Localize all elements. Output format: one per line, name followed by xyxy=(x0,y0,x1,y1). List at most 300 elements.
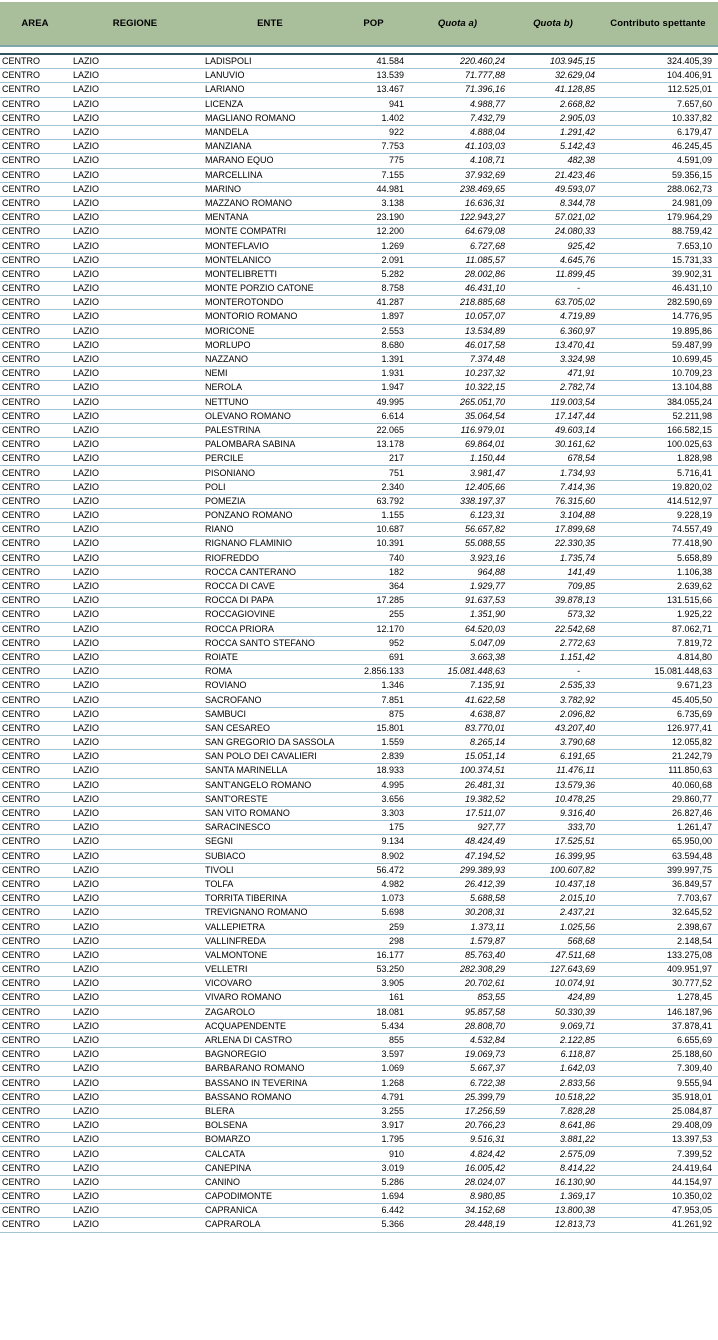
cell-quota-a: 5.667,37 xyxy=(469,1063,505,1074)
cell-pop: 941 xyxy=(388,98,404,109)
cell-quota-a: 122.943,27 xyxy=(459,212,505,223)
table-row xyxy=(0,509,718,523)
cell-contributo-spettante: 1.261,47 xyxy=(676,822,712,833)
cell-pop: 4.791 xyxy=(381,1091,404,1102)
cell-ente: CANINO xyxy=(205,1176,241,1187)
cell-contributo-spettante: 29.408,09 xyxy=(671,1120,712,1131)
cell-ente: MONTEFLAVIO xyxy=(205,240,269,251)
cell-quota-b: 3.324,98 xyxy=(559,354,595,365)
cell-quota-a: 37.932,69 xyxy=(464,169,505,180)
cell-pop: 13.467 xyxy=(376,84,404,95)
cell-pop: 1.559 xyxy=(381,737,404,748)
cell-ente: MONTE PORZIO CATONE xyxy=(205,283,314,294)
cell-regione: LAZIO xyxy=(73,609,100,620)
column-header-regione: REGIONE xyxy=(112,18,158,29)
cell-contributo-spettante: 21.242,79 xyxy=(671,751,712,762)
cell-contributo-spettante: 44.154,97 xyxy=(671,1176,712,1187)
cell-pop: 875 xyxy=(388,708,404,719)
cell-regione: LAZIO xyxy=(73,666,100,677)
cell-quota-a: 218.885,68 xyxy=(459,297,505,308)
cell-ente: VALLEPIETRA xyxy=(205,921,265,932)
cell-ente: MARANO EQUO xyxy=(205,155,274,166)
cell-quota-a: 85.763,40 xyxy=(464,949,505,960)
cell-quota-b: 12.813,73 xyxy=(554,1219,595,1230)
cell-pop: 1.947 xyxy=(381,382,404,393)
cell-regione: LAZIO xyxy=(73,112,100,123)
cell-pop: 7.851 xyxy=(381,694,404,705)
cell-ente: BASSANO IN TEVERINA xyxy=(205,1077,308,1088)
cell-ente: CAPRANICA xyxy=(205,1205,258,1216)
cell-quota-b: 24.080,33 xyxy=(554,226,595,237)
cell-quota-a: 4.988,77 xyxy=(469,98,505,109)
cell-area: CENTRO xyxy=(2,524,40,535)
cell-quota-a: 26.481,31 xyxy=(464,779,505,790)
cell-quota-a: 964,88 xyxy=(477,566,505,577)
cell-ente: ROCCA DI PAPA xyxy=(205,595,274,606)
cell-pop: 2.839 xyxy=(381,751,404,762)
cell-ente: MARINO xyxy=(205,183,241,194)
cell-quota-a: 30.208,31 xyxy=(464,907,505,918)
cell-contributo-spettante: 7.309,40 xyxy=(676,1063,712,1074)
cell-quota-b: 8.414,22 xyxy=(559,1162,595,1173)
cell-quota-a: 265.051,70 xyxy=(459,396,505,407)
cell-quota-b: 11.899,45 xyxy=(555,268,595,279)
cell-quota-b: 13.579,36 xyxy=(554,779,595,790)
table-row xyxy=(0,850,718,864)
cell-quota-a: 1.929,77 xyxy=(469,581,505,592)
cell-area: CENTRO xyxy=(2,56,40,67)
cell-area: CENTRO xyxy=(2,169,40,180)
cell-ente: VICOVARO xyxy=(205,978,252,989)
cell-pop: 3.917 xyxy=(381,1120,404,1131)
cell-area: CENTRO xyxy=(2,864,40,875)
cell-quota-b: 2.668,82 xyxy=(559,98,595,109)
table-row xyxy=(0,736,718,750)
cell-pop: 4.995 xyxy=(381,779,404,790)
column-header-area: AREA xyxy=(21,18,49,29)
table-row xyxy=(0,552,718,566)
cell-quota-a: 28.808,70 xyxy=(464,1020,505,1031)
cell-regione: LAZIO xyxy=(73,637,100,648)
cell-regione: LAZIO xyxy=(73,1205,100,1216)
cell-regione: LAZIO xyxy=(73,737,100,748)
cell-regione: LAZIO xyxy=(73,1035,100,1046)
cell-contributo-spettante: 36.849,57 xyxy=(671,878,712,889)
table-row xyxy=(0,935,718,949)
cell-regione: LAZIO xyxy=(73,56,100,67)
cell-quota-b: 2.833,56 xyxy=(559,1077,595,1088)
cell-ente: SARACINESCO xyxy=(205,822,271,833)
cell-area: CENTRO xyxy=(2,354,40,365)
table-row xyxy=(0,1176,718,1190)
cell-area: CENTRO xyxy=(2,964,40,975)
cell-regione: LAZIO xyxy=(73,311,100,322)
table-row xyxy=(0,438,718,452)
cell-ente: BOMARZO xyxy=(205,1134,251,1145)
cell-regione: LAZIO xyxy=(73,283,100,294)
cell-regione: LAZIO xyxy=(73,1063,100,1074)
cell-contributo-spettante: 9.671,23 xyxy=(676,680,712,691)
cell-contributo-spettante: 87.062,71 xyxy=(671,623,712,634)
cell-pop: 3.138 xyxy=(381,197,404,208)
cell-contributo-spettante: 7.399,52 xyxy=(676,1148,712,1159)
cell-pop: 12.170 xyxy=(376,623,404,634)
cell-contributo-spettante: 282.590,69 xyxy=(666,297,712,308)
cell-quota-b: 2.096,82 xyxy=(559,708,595,719)
cell-ente: ROCCA PRIORA xyxy=(205,623,275,634)
cell-ente: SEGNI xyxy=(205,836,234,847)
cell-contributo-spettante: 10.699,45 xyxy=(671,354,712,365)
cell-contributo-spettante: 13.397,53 xyxy=(671,1134,712,1145)
cell-quota-b: 17.147,44 xyxy=(554,410,595,421)
cell-quota-b: 10.437,18 xyxy=(554,878,595,889)
cell-area: CENTRO xyxy=(2,949,40,960)
cell-contributo-spettante: 1.278,45 xyxy=(676,992,712,1003)
cell-area: CENTRO xyxy=(2,1176,40,1187)
cell-pop: 53.250 xyxy=(376,964,404,975)
cell-pop: 3.019 xyxy=(381,1162,404,1173)
cell-pop: 751 xyxy=(388,467,404,478)
cell-pop: 10.687 xyxy=(376,524,404,535)
cell-ente: CAPRAROLA xyxy=(205,1219,261,1230)
cell-ente: ROMA xyxy=(205,666,232,677)
cell-quota-b: 57.021,02 xyxy=(554,212,595,223)
cell-ente: POMEZIA xyxy=(205,495,246,506)
cell-area: CENTRO xyxy=(2,921,40,932)
cell-quota-a: 220.460,24 xyxy=(459,56,505,67)
table-row xyxy=(0,523,718,537)
cell-quota-a: 4.532,84 xyxy=(469,1035,505,1046)
cell-quota-a: 10.237,32 xyxy=(464,368,505,379)
cell-area: CENTRO xyxy=(2,737,40,748)
cell-quota-b: 50.330,39 xyxy=(554,1006,595,1017)
cell-contributo-spettante: 46.245,45 xyxy=(671,141,712,152)
cell-regione: LAZIO xyxy=(73,524,100,535)
table-row xyxy=(0,1204,718,1218)
cell-ente: CANEPINA xyxy=(205,1162,252,1173)
table-row xyxy=(0,367,718,381)
cell-contributo-spettante: 288.062,73 xyxy=(666,183,712,194)
cell-ente: CAPODIMONTE xyxy=(205,1191,273,1202)
cell-area: CENTRO xyxy=(2,382,40,393)
cell-area: CENTRO xyxy=(2,127,40,138)
cell-quota-a: 64.520,03 xyxy=(464,623,505,634)
cell-regione: LAZIO xyxy=(73,836,100,847)
cell-contributo-spettante: 32.645,52 xyxy=(671,907,712,918)
cell-quota-b: 2.122,85 xyxy=(559,1035,595,1046)
cell-regione: LAZIO xyxy=(73,694,100,705)
cell-ente: ROCCA CANTERANO xyxy=(205,566,297,577)
cell-pop: 1.346 xyxy=(381,680,404,691)
table-row xyxy=(0,920,718,934)
cell-regione: LAZIO xyxy=(73,495,100,506)
cell-pop: 1.391 xyxy=(381,354,404,365)
cell-ente: SACROFANO xyxy=(205,694,262,705)
cell-area: CENTRO xyxy=(2,70,40,81)
table-row xyxy=(0,410,718,424)
cell-area: CENTRO xyxy=(2,1191,40,1202)
cell-ente: ACQUAPENDENTE xyxy=(205,1020,287,1031)
cell-quota-a: 64.679,08 xyxy=(464,226,505,237)
cell-regione: LAZIO xyxy=(73,850,100,861)
table-row xyxy=(0,55,718,69)
cell-pop: 13.178 xyxy=(376,439,404,450)
cell-contributo-spettante: 4.814,80 xyxy=(676,651,712,662)
cell-regione: LAZIO xyxy=(73,212,100,223)
cell-contributo-spettante: 2.639,62 xyxy=(676,581,712,592)
table-row xyxy=(0,750,718,764)
cell-quota-a: 5.688,58 xyxy=(469,893,505,904)
cell-quota-b: 2.437,21 xyxy=(559,907,595,918)
cell-pop: 175 xyxy=(388,822,404,833)
cell-area: CENTRO xyxy=(2,566,40,577)
cell-quota-b: 482,38 xyxy=(567,155,595,166)
cell-regione: LAZIO xyxy=(73,368,100,379)
cell-pop: 217 xyxy=(388,453,404,464)
table-row xyxy=(0,268,718,282)
cell-quota-a: 15.051,14 xyxy=(464,751,505,762)
cell-quota-b: 1.291,42 xyxy=(559,127,595,138)
cell-ente: BASSANO ROMANO xyxy=(205,1091,292,1102)
cell-quota-b: 3.104,88 xyxy=(559,510,595,521)
cell-contributo-spettante: 47.953,05 xyxy=(671,1205,712,1216)
cell-quota-a: 9.516,31 xyxy=(469,1134,505,1145)
cell-pop: 161 xyxy=(388,992,404,1003)
cell-pop: 3.905 xyxy=(381,978,404,989)
cell-quota-b: 10.518,22 xyxy=(554,1091,595,1102)
cell-contributo-spettante: 166.582,15 xyxy=(666,424,712,435)
cell-pop: 3.303 xyxy=(381,808,404,819)
cell-quota-a: 46.431,10 xyxy=(464,283,505,294)
cell-pop: 298 xyxy=(388,935,404,946)
cell-regione: LAZIO xyxy=(73,339,100,350)
cell-contributo-spettante: 104.406,91 xyxy=(666,70,712,81)
cell-pop: 5.434 xyxy=(381,1020,404,1031)
cell-contributo-spettante: 59.487,99 xyxy=(671,339,712,350)
cell-contributo-spettante: 6.655,69 xyxy=(676,1035,712,1046)
cell-quota-b: 10.074,91 xyxy=(554,978,595,989)
cell-pop: 1.694 xyxy=(381,1191,404,1202)
cell-area: CENTRO xyxy=(2,1205,40,1216)
cell-area: CENTRO xyxy=(2,1006,40,1017)
cell-quota-b: 1.735,74 xyxy=(559,552,595,563)
cell-regione: LAZIO xyxy=(73,964,100,975)
cell-ente: ZAGAROLO xyxy=(205,1006,256,1017)
cell-regione: LAZIO xyxy=(73,779,100,790)
cell-quota-b: 7.828,28 xyxy=(559,1105,595,1116)
cell-regione: LAZIO xyxy=(73,297,100,308)
cell-contributo-spettante: 30.777,52 xyxy=(671,978,712,989)
cell-quota-a: 13.534,89 xyxy=(464,325,505,336)
cell-contributo-spettante: 19.820,02 xyxy=(671,481,712,492)
cell-contributo-spettante: 59.356,15 xyxy=(671,169,712,180)
cell-contributo-spettante: 399.997,75 xyxy=(666,864,712,875)
cell-quota-a: 17.511,07 xyxy=(465,808,505,819)
cell-pop: 5.366 xyxy=(381,1219,404,1230)
table-row xyxy=(0,906,718,920)
table-row xyxy=(0,608,718,622)
cell-ente: TOLFA xyxy=(205,878,234,889)
cell-quota-a: 46.017,58 xyxy=(464,339,505,350)
table-row xyxy=(0,424,718,438)
cell-contributo-spettante: 26.827,46 xyxy=(671,808,712,819)
table-row xyxy=(0,353,718,367)
cell-pop: 740 xyxy=(388,552,404,563)
cell-quota-a: 338.197,37 xyxy=(459,495,505,506)
table-row xyxy=(0,452,718,466)
cell-ente: MONTE COMPATRI xyxy=(205,226,287,237)
cell-area: CENTRO xyxy=(2,708,40,719)
cell-area: CENTRO xyxy=(2,623,40,634)
cell-pop: 3.656 xyxy=(381,793,404,804)
cell-regione: LAZIO xyxy=(73,595,100,606)
cell-regione: LAZIO xyxy=(73,1006,100,1017)
cell-quota-a: 116.979,01 xyxy=(460,424,505,435)
table-row xyxy=(0,98,718,112)
cell-quota-a: 25.399,79 xyxy=(464,1091,505,1102)
cell-ente: ROVIANO xyxy=(205,680,247,691)
cell-ente: PISONIANO xyxy=(205,467,256,478)
cell-regione: LAZIO xyxy=(73,1148,100,1159)
cell-pop: 2.856.133 xyxy=(363,666,404,677)
cell-ente: LADISPOLI xyxy=(205,56,252,67)
cell-pop: 1.155 xyxy=(381,510,404,521)
cell-regione: LAZIO xyxy=(73,992,100,1003)
cell-pop: 1.269 xyxy=(381,240,404,251)
table-row xyxy=(0,154,718,168)
cell-area: CENTRO xyxy=(2,1020,40,1031)
cell-quota-b: 11.476,11 xyxy=(556,765,595,776)
cell-contributo-spettante: 39.902,31 xyxy=(671,268,712,279)
cell-quota-a: 6.123,31 xyxy=(469,510,505,521)
column-header-quota-b: Quota b) xyxy=(533,18,573,29)
cell-pop: 44.981 xyxy=(376,183,404,194)
cell-ente: LANUVIO xyxy=(205,70,245,81)
cell-quota-a: 853,55 xyxy=(477,992,505,1003)
cell-regione: LAZIO xyxy=(73,1091,100,1102)
table-row xyxy=(0,296,718,310)
cell-ente: ROIATE xyxy=(205,651,238,662)
cell-area: CENTRO xyxy=(2,495,40,506)
cell-contributo-spettante: 65.950,00 xyxy=(671,836,712,847)
table-row xyxy=(0,878,718,892)
cell-ente: MONTEROTONDO xyxy=(205,297,284,308)
cell-quota-b: 17.525,51 xyxy=(554,836,595,847)
cell-quota-b: 3.790,68 xyxy=(559,737,595,748)
cell-quota-a: 28.024,07 xyxy=(464,1176,505,1187)
cell-contributo-spettante: 112.525,01 xyxy=(667,84,712,95)
table-row xyxy=(0,69,718,83)
cell-regione: LAZIO xyxy=(73,1020,100,1031)
cell-quota-b: 16.399,95 xyxy=(554,850,595,861)
cell-area: CENTRO xyxy=(2,424,40,435)
cell-pop: 13.539 xyxy=(376,70,404,81)
cell-ente: RIGNANO FLAMINIO xyxy=(205,538,293,549)
cell-area: CENTRO xyxy=(2,680,40,691)
cell-regione: LAZIO xyxy=(73,396,100,407)
cell-pop: 5.282 xyxy=(381,268,404,279)
table-row xyxy=(0,623,718,637)
cell-area: CENTRO xyxy=(2,793,40,804)
cell-pop: 12.200 xyxy=(376,226,404,237)
cell-quota-b: 13.800,38 xyxy=(554,1205,595,1216)
cell-pop: 18.081 xyxy=(376,1006,404,1017)
cell-quota-b: 2.772,63 xyxy=(559,637,595,648)
cell-area: CENTRO xyxy=(2,439,40,450)
cell-pop: 5.698 xyxy=(381,907,404,918)
cell-area: CENTRO xyxy=(2,339,40,350)
cell-quota-a: 35.064,54 xyxy=(464,410,505,421)
cell-contributo-spettante: 179.964,29 xyxy=(666,212,712,223)
cell-quota-b: 6.191,65 xyxy=(559,751,595,762)
cell-ente: SAN GREGORIO DA SASSOLA xyxy=(205,737,335,748)
cell-area: CENTRO xyxy=(2,552,40,563)
cell-regione: LAZIO xyxy=(73,467,100,478)
cell-quota-a: 95.857,58 xyxy=(464,1006,505,1017)
cell-area: CENTRO xyxy=(2,1105,40,1116)
cell-quota-a: 20.702,61 xyxy=(464,978,505,989)
cell-quota-a: 26.412,39 xyxy=(464,878,505,889)
cell-quota-a: 16.005,42 xyxy=(464,1162,505,1173)
cell-quota-b: 47.511,68 xyxy=(555,949,595,960)
cell-contributo-spettante: 25.084,87 xyxy=(671,1105,712,1116)
cell-quota-a: 11.085,57 xyxy=(465,254,505,265)
cell-contributo-spettante: 9.228,19 xyxy=(676,510,712,521)
cell-regione: LAZIO xyxy=(73,453,100,464)
cell-regione: LAZIO xyxy=(73,552,100,563)
cell-area: CENTRO xyxy=(2,212,40,223)
cell-quota-a: 71.777,88 xyxy=(464,70,505,81)
cell-ente: BAGNOREGIO xyxy=(205,1049,267,1060)
cell-ente: NEROLA xyxy=(205,382,243,393)
cell-ente: MANDELA xyxy=(205,127,249,138)
cell-area: CENTRO xyxy=(2,1063,40,1074)
cell-regione: LAZIO xyxy=(73,878,100,889)
cell-quota-a: 19.382,52 xyxy=(464,793,505,804)
cell-ente: POLI xyxy=(205,481,226,492)
cell-ente: SANT'ORESTE xyxy=(205,793,268,804)
cell-pop: 775 xyxy=(388,155,404,166)
cell-regione: LAZIO xyxy=(73,354,100,365)
cell-quota-a: 55.088,55 xyxy=(464,538,505,549)
cell-regione: LAZIO xyxy=(73,169,100,180)
cell-quota-a: 238.469,65 xyxy=(459,183,505,194)
cell-ente: MONTORIO ROMANO xyxy=(205,311,298,322)
cell-area: CENTRO xyxy=(2,1120,40,1131)
cell-contributo-spettante: 1.925,22 xyxy=(676,609,712,620)
cell-pop: 23.190 xyxy=(376,212,404,223)
cell-regione: LAZIO xyxy=(73,1077,100,1088)
cell-regione: LAZIO xyxy=(73,1219,100,1230)
cell-quota-b: 8.344,78 xyxy=(559,197,595,208)
table-body xyxy=(0,53,718,1233)
cell-area: CENTRO xyxy=(2,141,40,152)
cell-quota-b: 573,32 xyxy=(567,609,595,620)
cell-contributo-spettante: 126.977,41 xyxy=(666,722,712,733)
cell-quota-b: 2.535,33 xyxy=(559,680,595,691)
cell-regione: LAZIO xyxy=(73,651,100,662)
cell-quota-a: 4.824,42 xyxy=(469,1148,505,1159)
column-header-pop: POP xyxy=(363,18,384,29)
cell-ente: MANZIANA xyxy=(205,141,252,152)
cell-regione: LAZIO xyxy=(73,268,100,279)
cell-area: CENTRO xyxy=(2,1077,40,1088)
cell-quota-a: 20.766,23 xyxy=(464,1120,505,1131)
cell-quota-b: 3.782,92 xyxy=(559,694,595,705)
cell-pop: 2.091 xyxy=(381,254,404,265)
table-row xyxy=(0,977,718,991)
table-row xyxy=(0,693,718,707)
